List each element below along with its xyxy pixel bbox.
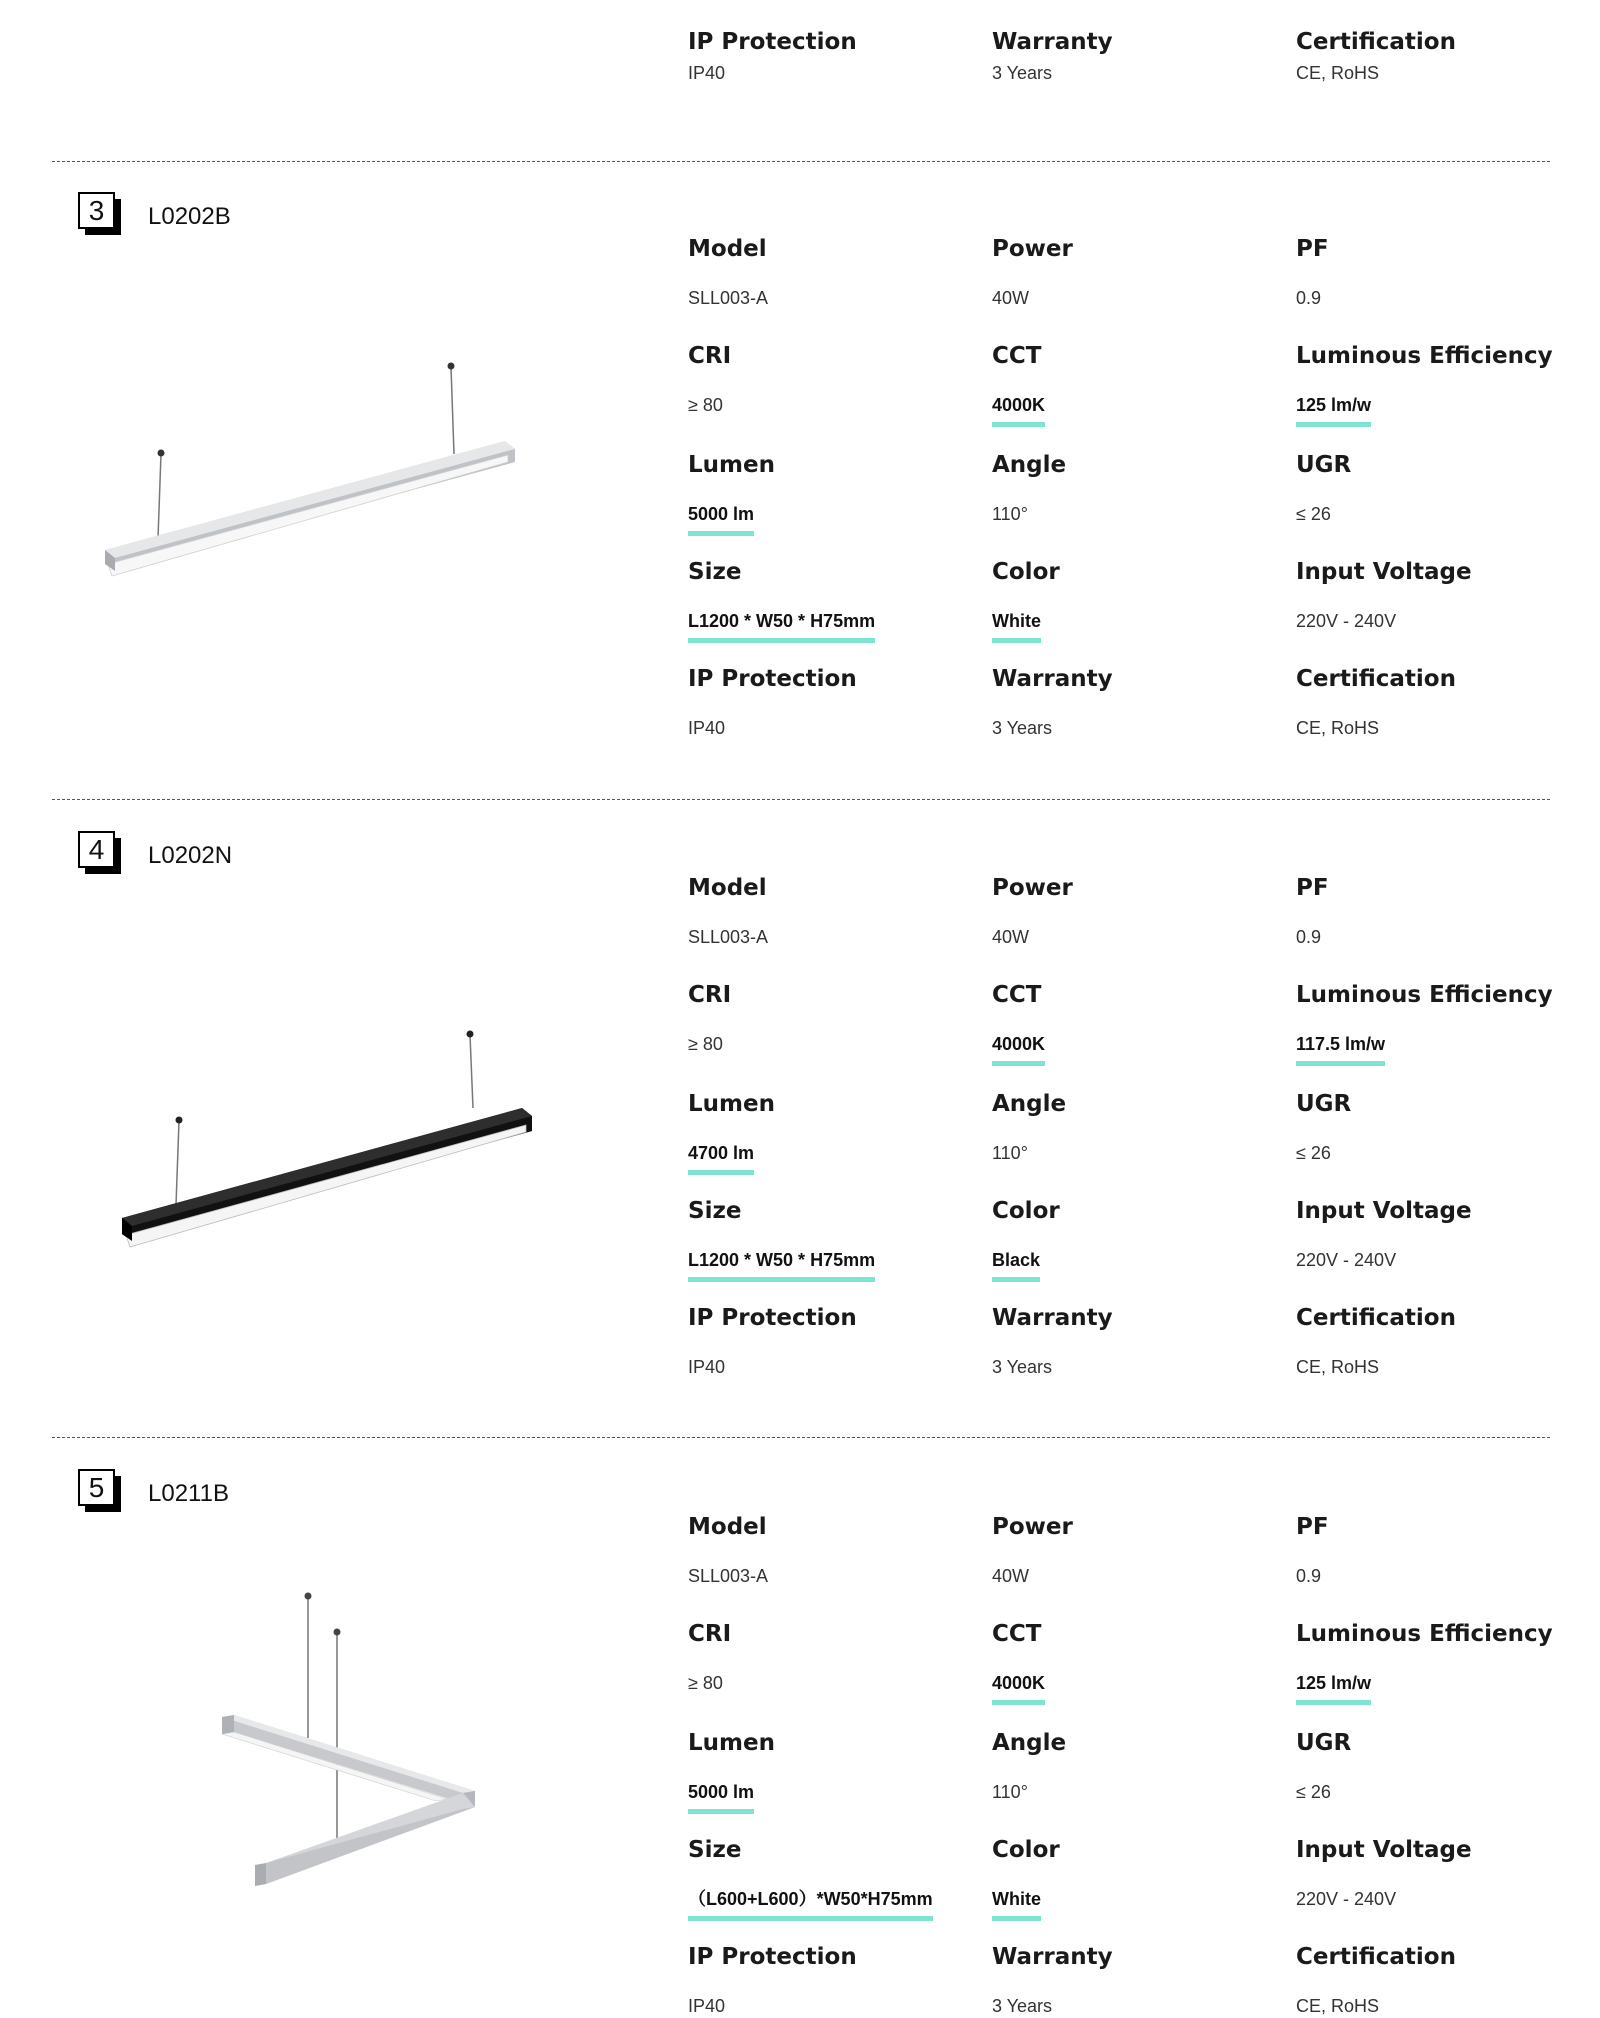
- product-number: 3: [78, 192, 115, 229]
- spec-value-highlighted: White: [992, 1887, 1041, 1921]
- spec-item: [688, 235, 978, 310]
- spec-label: Luminous Efficiency: [1296, 982, 1553, 1008]
- spec-value-highlighted: L1200 * W50 * H75mm: [688, 609, 875, 643]
- spec-item: [688, 1836, 978, 1921]
- spec-label: CCT: [992, 343, 1042, 369]
- spec-value-highlighted: （L600+L600）*W50*H75mm: [688, 1887, 933, 1921]
- spec-item: [992, 1729, 1282, 1804]
- spec-label: Warranty: [992, 1305, 1113, 1331]
- spec-value: 3 Years: [992, 718, 1053, 738]
- spec-value: 220V - 240V: [1296, 1250, 1397, 1270]
- spec-value: 40W: [992, 1566, 1030, 1586]
- spec-item: [992, 451, 1282, 526]
- spec-label: Certification: [1296, 1305, 1456, 1331]
- spec-label: Lumen: [688, 1091, 775, 1117]
- spec-label: Size: [688, 1198, 742, 1224]
- spec-value: ≤ 26: [1296, 1782, 1331, 1802]
- spec-item: [688, 1197, 978, 1282]
- spec-value: IP40: [688, 63, 726, 83]
- spec-item: [688, 1729, 978, 1814]
- spec-value: 3 Years: [992, 1996, 1053, 2016]
- spec-label: Power: [992, 236, 1073, 262]
- spec-item: [992, 1620, 1282, 1705]
- spec-value: ≥ 80: [688, 1673, 723, 1693]
- spec-value: 40W: [992, 288, 1030, 308]
- spec-value-highlighted: White: [992, 609, 1041, 643]
- spec-label: PF: [1296, 875, 1329, 901]
- spec-item: [1296, 28, 1586, 85]
- spec-value: 110°: [992, 1143, 1028, 1163]
- spec-value: ≤ 26: [1296, 504, 1331, 524]
- spec-value-highlighted: 4000K: [992, 393, 1045, 427]
- spec-value: ≥ 80: [688, 395, 723, 415]
- spec-label: Color: [992, 559, 1060, 585]
- spec-value: CE, RoHS: [1296, 1996, 1380, 2016]
- spec-value: ≥ 80: [688, 1034, 723, 1054]
- spec-item: [1296, 1513, 1586, 1588]
- spec-value-highlighted: 125 lm/w: [1296, 1671, 1371, 1705]
- section-divider: [52, 161, 1550, 162]
- spec-item: [992, 874, 1282, 949]
- spec-value: SLL003-A: [688, 927, 769, 947]
- spec-label: Model: [688, 875, 767, 901]
- spec-item: [688, 28, 978, 85]
- spec-label: Angle: [992, 1730, 1067, 1756]
- spec-item: [688, 558, 978, 643]
- product-number-badge: [78, 192, 122, 236]
- spec-item: [688, 665, 978, 740]
- spec-value-highlighted: 125 lm/w: [1296, 393, 1371, 427]
- spec-item: [992, 558, 1282, 643]
- spec-label: Warranty: [992, 1944, 1113, 1970]
- spec-value: 110°: [992, 1782, 1028, 1802]
- spec-value: 110°: [992, 504, 1028, 524]
- grey-linear-pendant-light-icon: [90, 350, 540, 600]
- spec-item: [1296, 1090, 1586, 1165]
- spec-label: Certification: [1296, 1944, 1456, 1970]
- spec-value: 0.9: [1296, 1566, 1322, 1586]
- spec-label: UGR: [1296, 1730, 1352, 1756]
- spec-value: ≤ 26: [1296, 1143, 1331, 1163]
- spec-label: Lumen: [688, 452, 775, 478]
- spec-label: Warranty: [992, 666, 1113, 692]
- spec-item: [992, 28, 1282, 85]
- spec-value: 3 Years: [992, 63, 1053, 83]
- spec-label: Certification: [1296, 666, 1456, 692]
- spec-label: Angle: [992, 1091, 1067, 1117]
- spec-item: [992, 1304, 1282, 1379]
- spec-label: UGR: [1296, 452, 1352, 478]
- spec-item: [1296, 981, 1586, 1066]
- spec-label: Size: [688, 1837, 742, 1863]
- spec-value: 220V - 240V: [1296, 1889, 1397, 1909]
- spec-item: [688, 981, 978, 1056]
- product-code: L0211B: [148, 1480, 229, 1507]
- spec-item: [992, 342, 1282, 427]
- spec-value-highlighted: Black: [992, 1248, 1040, 1282]
- spec-value: IP40: [688, 1996, 726, 2016]
- spec-item: [1296, 1729, 1586, 1804]
- spec-item: [1296, 451, 1586, 526]
- spec-item: [992, 981, 1282, 1066]
- spec-label: Model: [688, 236, 767, 262]
- spec-item: [992, 1513, 1282, 1588]
- spec-label: Model: [688, 1514, 767, 1540]
- spec-item: [992, 1090, 1282, 1165]
- spec-label: CCT: [992, 982, 1042, 1008]
- spec-value: IP40: [688, 718, 726, 738]
- spec-value-highlighted: 4000K: [992, 1032, 1045, 1066]
- spec-value: IP40: [688, 1357, 726, 1377]
- spec-label: Input Voltage: [1296, 559, 1472, 585]
- spec-value: 0.9: [1296, 927, 1322, 947]
- spec-label: Warranty: [992, 29, 1113, 55]
- spec-value: 0.9: [1296, 288, 1322, 308]
- v-shaped-pendant-light-icon: [210, 1580, 510, 1910]
- spec-item: [688, 1943, 978, 2018]
- spec-label: PF: [1296, 236, 1329, 262]
- spec-value-highlighted: 5000 lm: [688, 502, 754, 536]
- spec-value: SLL003-A: [688, 1566, 769, 1586]
- section-divider: [52, 1437, 1550, 1438]
- section-divider: [52, 799, 1550, 800]
- spec-label: IP Protection: [688, 666, 857, 692]
- spec-value-highlighted: 117.5 lm/w: [1296, 1032, 1385, 1066]
- spec-label: Luminous Efficiency: [1296, 1621, 1553, 1647]
- spec-label: Input Voltage: [1296, 1198, 1472, 1224]
- spec-item: [1296, 1943, 1586, 2018]
- spec-label: Certification: [1296, 29, 1456, 55]
- spec-value: 40W: [992, 927, 1030, 947]
- spec-item: [1296, 1197, 1586, 1272]
- spec-label: CRI: [688, 343, 732, 369]
- spec-item: [992, 1836, 1282, 1921]
- spec-label: PF: [1296, 1514, 1329, 1540]
- spec-value-highlighted: L1200 * W50 * H75mm: [688, 1248, 875, 1282]
- spec-label: CCT: [992, 1621, 1042, 1647]
- spec-label: CRI: [688, 982, 732, 1008]
- spec-value: CE, RoHS: [1296, 1357, 1380, 1377]
- spec-label: Color: [992, 1837, 1060, 1863]
- spec-item: [688, 451, 978, 536]
- spec-item: [1296, 558, 1586, 633]
- black-linear-pendant-light-icon: [108, 1025, 558, 1275]
- spec-value: CE, RoHS: [1296, 718, 1380, 738]
- spec-item: [1296, 665, 1586, 740]
- spec-item: [1296, 342, 1586, 427]
- spec-label: IP Protection: [688, 1305, 857, 1331]
- spec-value: SLL003-A: [688, 288, 769, 308]
- spec-label: Angle: [992, 452, 1067, 478]
- spec-value: CE, RoHS: [1296, 63, 1380, 83]
- product-code: L0202B: [148, 203, 231, 230]
- spec-item: [1296, 235, 1586, 310]
- spec-label: Luminous Efficiency: [1296, 343, 1553, 369]
- product-number-badge: [78, 831, 122, 875]
- product-number: 5: [78, 1469, 115, 1506]
- spec-label: Power: [992, 1514, 1073, 1540]
- spec-item: [688, 1620, 978, 1695]
- spec-item: [992, 665, 1282, 740]
- product-number-badge: [78, 1469, 122, 1513]
- spec-value-highlighted: 5000 lm: [688, 1780, 754, 1814]
- spec-value: 3 Years: [992, 1357, 1053, 1377]
- spec-label: UGR: [1296, 1091, 1352, 1117]
- spec-label: Size: [688, 559, 742, 585]
- spec-label: IP Protection: [688, 29, 857, 55]
- spec-label: Power: [992, 875, 1073, 901]
- spec-label: IP Protection: [688, 1944, 857, 1970]
- spec-item: [992, 1943, 1282, 2018]
- spec-item: [992, 1197, 1282, 1282]
- spec-value: 220V - 240V: [1296, 611, 1397, 631]
- spec-item: [688, 1304, 978, 1379]
- spec-label: Lumen: [688, 1730, 775, 1756]
- product-code: L0202N: [148, 842, 233, 869]
- spec-label: Color: [992, 1198, 1060, 1224]
- spec-item: [688, 342, 978, 417]
- spec-item: [688, 1090, 978, 1175]
- product-number: 4: [78, 831, 115, 868]
- spec-item: [1296, 1620, 1586, 1705]
- spec-item: [1296, 1304, 1586, 1379]
- spec-item: [688, 1513, 978, 1588]
- spec-item: [688, 874, 978, 949]
- spec-item: [1296, 874, 1586, 949]
- spec-value-highlighted: 4000K: [992, 1671, 1045, 1705]
- spec-value-highlighted: 4700 lm: [688, 1141, 754, 1175]
- spec-item: [1296, 1836, 1586, 1911]
- spec-label: Input Voltage: [1296, 1837, 1472, 1863]
- spec-label: CRI: [688, 1621, 732, 1647]
- spec-item: [992, 235, 1282, 310]
